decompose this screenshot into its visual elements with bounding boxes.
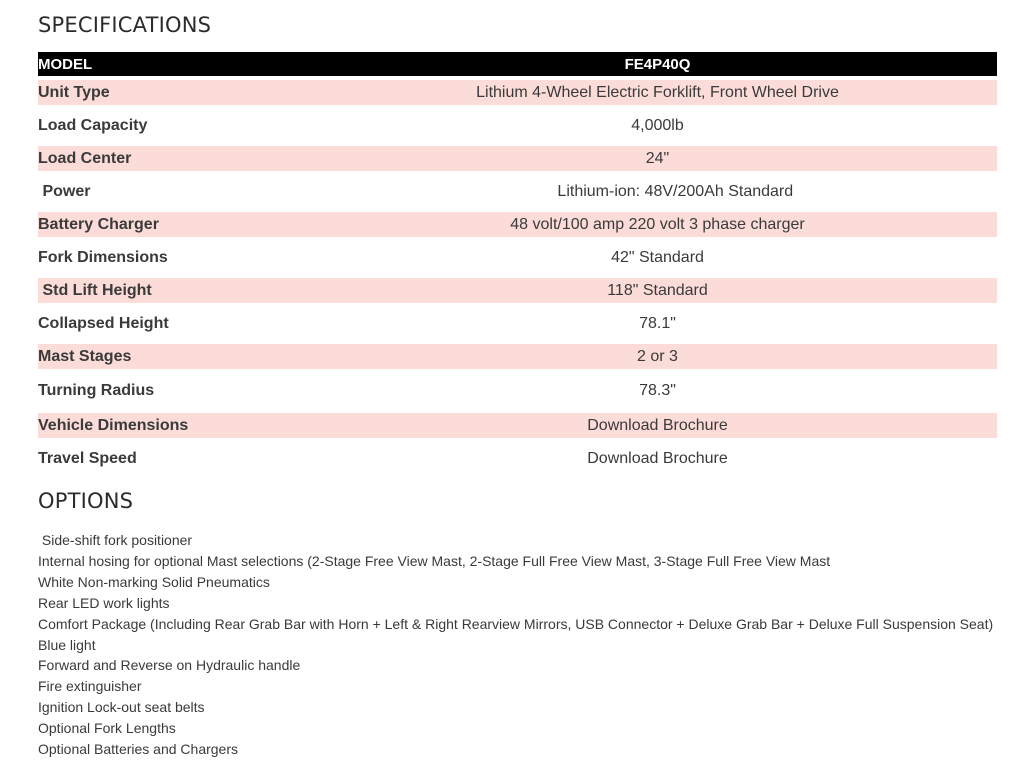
options-heading: OPTIONS (38, 489, 134, 513)
option-item: Blue light (38, 636, 96, 653)
spec-label: Turning Radius (38, 382, 155, 399)
option-item: Ignition Lock-out seat belts (38, 699, 205, 716)
spec-value: 78.1" (639, 314, 676, 332)
table-row (38, 173, 997, 210)
table-row (38, 371, 997, 411)
model-label: MODEL (38, 52, 318, 78)
spec-value: Lithium-ion: 48V/200Ah Standard (521, 182, 794, 200)
specifications-heading: SPECIFICATIONS (38, 13, 212, 37)
spec-value: 78.3" (639, 382, 676, 399)
spec-label: Std Lift Height (38, 276, 318, 305)
option-item: Side-shift fork positioner (38, 532, 193, 548)
table-row (38, 440, 997, 475)
option-item: White Non-marking Solid Pneumatics (38, 573, 270, 590)
option-item: Rear LED work lights (38, 594, 170, 611)
option-item: Forward and Reverse on Hydraulic handle (38, 657, 301, 674)
spec-value: Lithium 4-Wheel Electric Forklift, Front Wheel Drive (318, 78, 997, 107)
option-item: Fire extinguisher (38, 678, 142, 695)
table-row (38, 411, 997, 440)
options-list (38, 530, 993, 760)
spec-label: Fork Dimensions (38, 248, 168, 266)
spec-label: Power (38, 182, 91, 200)
spec-value: Download Brochure (587, 449, 728, 467)
spec-label: Unit Type (38, 78, 318, 107)
spec-value: 24" (318, 144, 997, 173)
spec-label: Battery Charger (38, 210, 318, 239)
spec-value: 2 or 3 (318, 342, 997, 371)
spec-label: Load Center (38, 144, 318, 173)
option-item: Internal hosing for optional Mast selections (2-Stage Free View Mast, 2-Stage Full Free View Mast, 3-Stage Full Free View Mast (38, 552, 831, 569)
table-header-row (38, 52, 997, 78)
spec-value: 4,000lb (631, 116, 684, 134)
option-item: Comfort Package (Including Rear Grab Bar with Horn + Left & Right Rearview Mirrors, USB Connector + Deluxe Grab Bar + Deluxe Full Suspension Seat) (38, 615, 994, 632)
spec-value: Download Brochure (318, 411, 997, 440)
spec-value: 48 volt/100 amp 220 volt 3 phase charger (318, 210, 997, 239)
option-item: Optional Batteries and Chargers (38, 741, 238, 758)
table-row (38, 342, 997, 371)
spec-label: Mast Stages (38, 342, 318, 371)
table-row (38, 210, 997, 239)
table-row (38, 78, 997, 107)
spec-label: Travel Speed (38, 449, 137, 467)
spec-value: 118" Standard (318, 276, 997, 305)
table-row (38, 107, 997, 144)
spec-label: Load Capacity (38, 116, 148, 134)
table-row (38, 305, 997, 342)
spec-value: 42" Standard (611, 248, 704, 266)
table-row (38, 276, 997, 305)
option-item: Optional Fork Lengths (38, 720, 176, 737)
table-row (38, 239, 997, 276)
spec-label: Collapsed Height (38, 314, 169, 332)
specifications-table (38, 52, 997, 475)
model-value: FE4P40Q (318, 52, 997, 78)
spec-label: Vehicle Dimensions (38, 411, 318, 440)
table-row (38, 144, 997, 173)
